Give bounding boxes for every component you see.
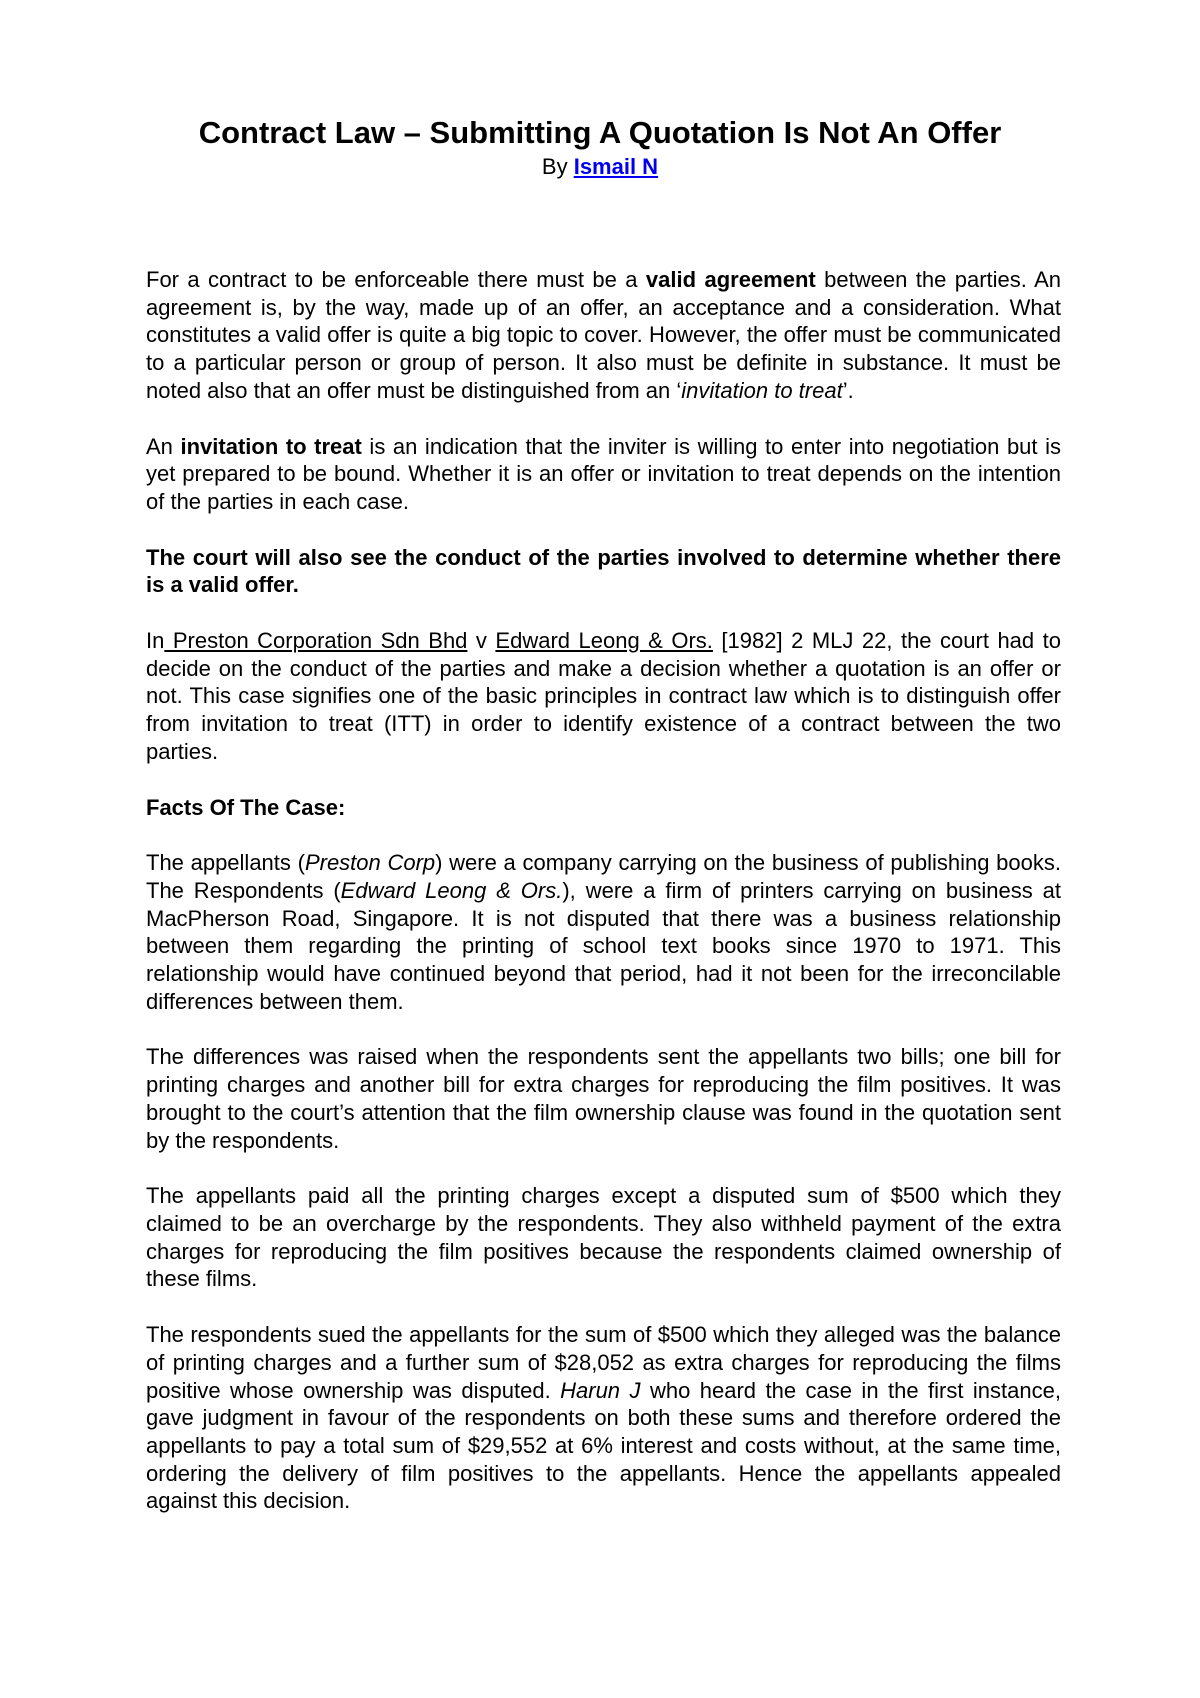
paragraph-text: An (146, 433, 181, 459)
paragraph-text: v (467, 628, 496, 654)
case-party-link[interactable]: Preston Corporation Sdn Bhd (164, 628, 468, 654)
byline-prefix: By (541, 154, 574, 179)
paragraph-text: [1982] 2 MLJ 22, the court had to decide on the conduct of the parties and make a decision whether a quotation is an offer or not. This case signifies one of the basic principles in contract law which is to distinguish offer from invitation to treat (ITT) in order to identify existence of a contract between the two parties. (146, 628, 1061, 764)
page-title: Contract Law – Submitting A Quotation Is Not An Offer (198, 115, 1002, 150)
italic-term: Harun J (560, 1377, 641, 1403)
italic-term: Edward Leong & Ors. (340, 877, 563, 903)
bold-term: valid agreement (645, 267, 816, 292)
paragraph-text: ) were a company carrying on the business of publishing books. The Respondents ( (146, 850, 1061, 903)
byline (0, 153, 1200, 181)
paragraph-invitation-to-treat (146, 433, 1061, 516)
paragraph-payment: The appellants paid all the printing charges except a disputed sum of $500 which they claimed to be an overcharge by the respondents. They also withheld payment of the extra charges for reproducing the film positives because the respondents claimed ownership of these films. (146, 1183, 1061, 1292)
italic-term: Preston Corp (304, 850, 436, 876)
italic-term: invitation to treat (681, 377, 843, 403)
paragraph-text: who heard the case in the first instance, gave judgment in favour of the respondents on both these sums and therefore ordered the appellants to pay a total sum of $29,552 at 6% interest and costs without, at the same time, ordering the delivery of film positives to the appellants. Hence the appellants appealed against this decision. (146, 1377, 1061, 1514)
paragraph-facts-parties (146, 849, 1061, 1015)
paragraph-intro (146, 266, 1061, 405)
paragraph-text: The respondents sued the appellants for the sum of $500 which they alleged was the balance of printing charges and a further sum of $28,052 as extra charges for reproducing the films positive whose ownership was disputed. (146, 1322, 1061, 1403)
paragraph-lawsuit (146, 1321, 1061, 1515)
paragraph-text: The appellants ( (146, 850, 305, 876)
author-link[interactable]: Ismail N (573, 154, 659, 179)
bold-statement: The court will also see the conduct of the parties involved to determine whether there is a valid offer. (146, 544, 1061, 598)
paragraph-text: between the parties. An agreement is, by the way, made up of an offer, an acceptance and a consideration. What constitutes a valid offer is quite a big topic to cover. However, the offer must be communicated to a particular person or group of person. It also must be definite in substance. It must be noted also that an offer must be distinguished from an ‘ (146, 267, 1061, 403)
paragraph-text: ), were a firm of printers carrying on business at MacPherson Road, Singapore. It is not disputed that there was a business relationship between them regarding the printing of school text books since 1970 to 1971. This relationship would have continued beyond that period, had it not been for the irreconcilable differences between them. (146, 877, 1062, 1014)
article-body (146, 266, 1061, 1543)
paragraph-text: For a contract to be enforceable there must be a (146, 267, 646, 292)
paragraph-case-citation (146, 627, 1061, 766)
paragraph-court-conduct (146, 544, 1061, 599)
bold-term: invitation to treat (180, 433, 362, 459)
paragraph-differences: The differences was raised when the respondents sent the appellants two bills; one bill for printing charges and another bill for extra charges for reproducing the film positives. It was brought to the court’s attention that the film ownership clause was found in the quotation sent by the respondents. (146, 1044, 1061, 1153)
paragraph-text: In (146, 628, 165, 654)
section-heading-facts: Facts Of The Case: (146, 794, 346, 820)
paragraph-text: is an indication that the inviter is willing to enter into negotiation but is yet prepared to be bound. Whether it is an offer or invitation to treat depends on the intention of the parties in each case. (146, 433, 1061, 514)
case-party-link[interactable]: Edward Leong & Ors. (495, 628, 713, 654)
paragraph-text: ’. (842, 377, 854, 403)
